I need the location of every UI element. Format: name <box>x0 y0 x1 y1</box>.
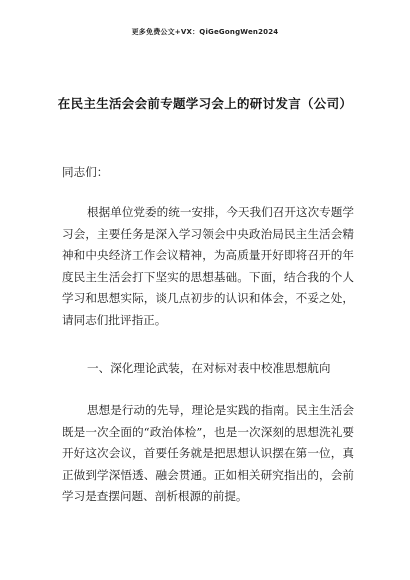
salutation: 同志们： <box>62 165 109 179</box>
paragraph-body: 思想是行动的先导，理论是实践的指南。民主生活会既是一次全面的“政治体检”，也是一次深刻的思想洗礼要开好这次会议，首要任务就是把思想认识摆在第一位，真正做到学深悟透、融会贯通。正如相关研究指出的，会前学习是查摆问题、剖析根源的前提。 <box>62 403 354 503</box>
section-heading: 一、深化理论武装，在对标对表中校准思想航向 <box>87 361 331 375</box>
header-note: 更多免费公文+VX：QiGeGongWen2024 <box>131 28 279 36</box>
paragraph-intro: 根据单位党委的统一安排，今天我们召开这次专题学习会，主要任务是深入学习领会中央政治局民主生活会精神和中央经济工作会议精神，为高质量开好即将召开的年度民主生活会打下坚实的思想基础。下面，结合我的个人学习和思想实际，谈几点初步的认识和体会，不妥之处，请同志们批评指正。 <box>62 205 354 327</box>
document-title: 在民主生活会会前专题学习会上的研讨发言（公司） <box>57 96 353 111</box>
